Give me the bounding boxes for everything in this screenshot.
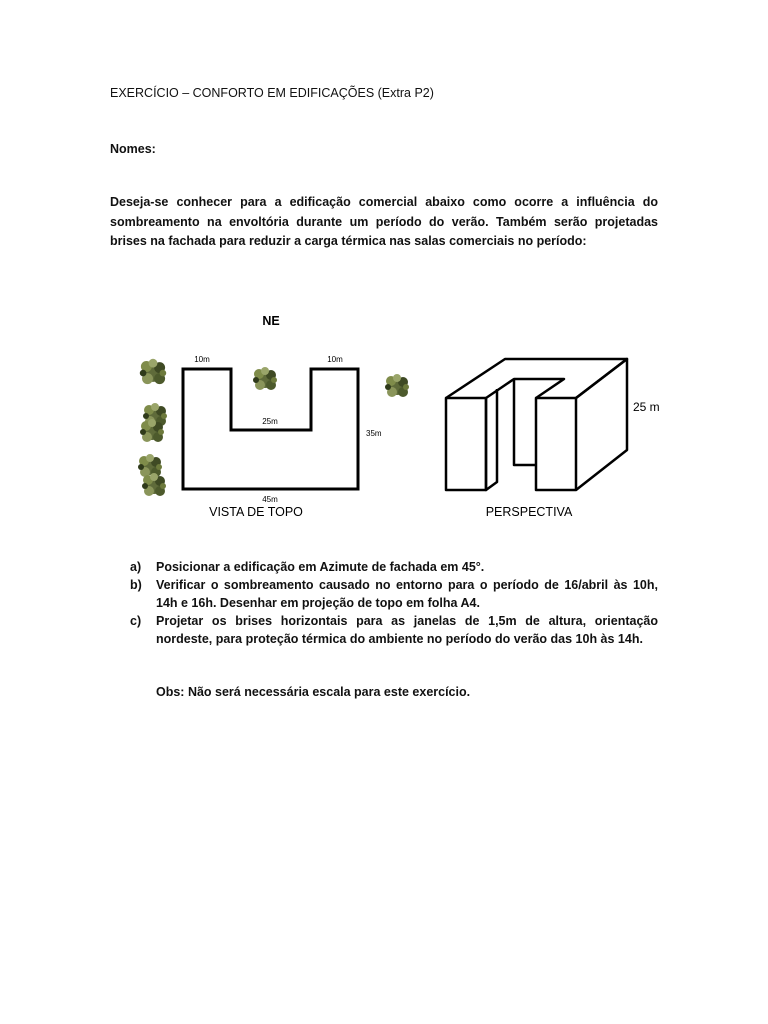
- list-item-text: Verificar o sombreamento causado no entorno para o período de 16/abril às 10h, 14h e 16h. Desenhar em projeção de topo em folha A4.: [156, 578, 658, 610]
- tree-icon: [142, 473, 166, 496]
- list-item: [130, 612, 658, 648]
- intro-paragraph: Deseja-se conhecer para a edificação comercial abaixo como ocorre a influência do sombreamento na envoltória durante um período do verão. Também serão projetadas brises na fachada para reduzir a carga térmica nas salas comerciais no período:: [110, 195, 658, 248]
- list-item-text: Posicionar a edificação em Azimute de fachada em 45°.: [156, 560, 485, 574]
- list-marker: c): [130, 614, 142, 628]
- list-item: [130, 558, 658, 576]
- dim-inner: 25m: [262, 417, 278, 426]
- dim-depth: 35m: [366, 429, 382, 438]
- names-label: Nomes:: [110, 142, 156, 156]
- document-title: EXERCÍCIO – CONFORTO EM EDIFICAÇÕES (Extra P2): [110, 86, 434, 100]
- list-marker: b): [130, 578, 142, 592]
- tree-icon: [385, 374, 409, 397]
- tree-icon: [138, 454, 162, 477]
- orientation-label: NE: [262, 314, 280, 328]
- tree-icon: [253, 367, 277, 390]
- building-figure: [0, 300, 768, 530]
- list-item: [130, 576, 658, 612]
- dim-width: 45m: [262, 495, 278, 504]
- list-item-text: Projetar os brises horizontais para as janelas de 1,5m de altura, orientação nordeste, para proteção térmica do ambiente no período do verão das 10h às 14h.: [156, 614, 658, 646]
- dim-height: 25 m: [633, 400, 660, 414]
- dim-left-wing: 10m: [194, 355, 210, 364]
- top-view-caption: VISTA DE TOPO: [209, 505, 303, 519]
- task-list: [130, 558, 658, 648]
- list-marker: a): [130, 560, 142, 574]
- perspective-drawing: [446, 359, 627, 490]
- dim-right-wing: 10m: [327, 355, 343, 364]
- obs-note: Obs: Não será necessária escala para este exercício.: [156, 685, 471, 699]
- tree-icon: [140, 359, 166, 384]
- perspective-caption: PERSPECTIVA: [485, 505, 573, 519]
